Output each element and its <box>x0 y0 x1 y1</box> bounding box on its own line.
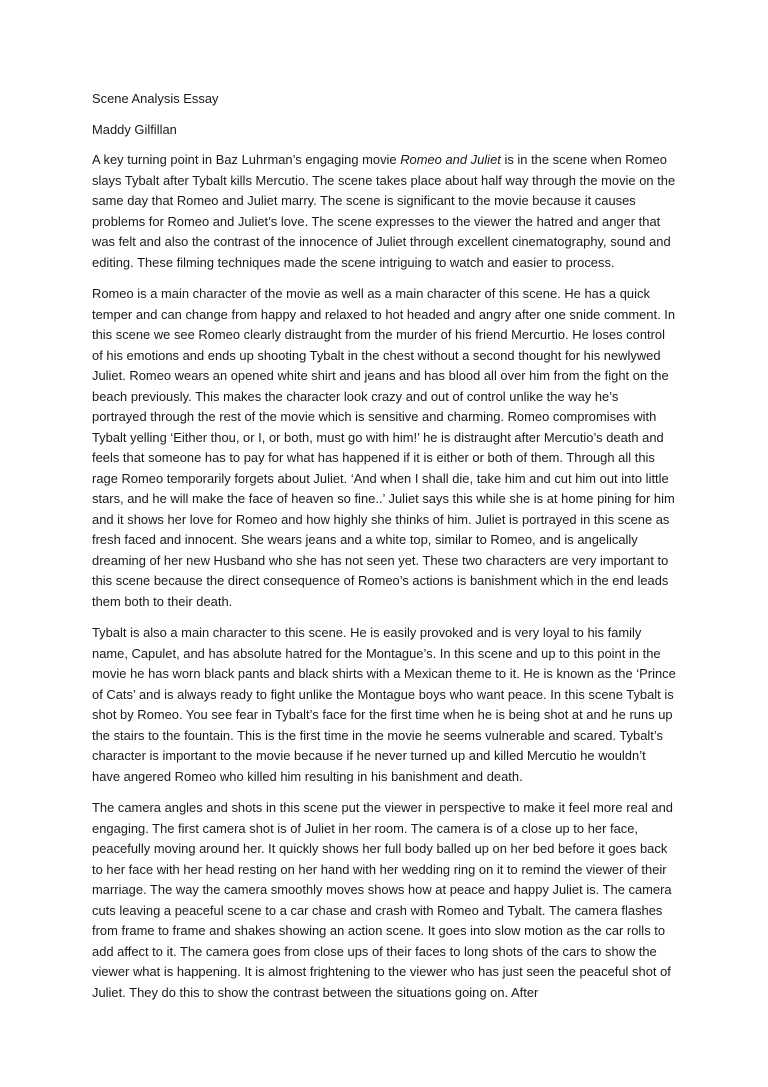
paragraph-romeo: Romeo is a main character of the movie as well as a main character of this scene. He has a quick temper and can change from happy and relaxed to hot headed and angry after one snide comment. In this scene we see Romeo clearly distraught from the murder of his friend Mercurtio. He loses control of his emotions and ends up shooting Tybalt in the chest without a second thought for his newlywed Juliet. Romeo wears an opened white shirt and jeans and has blood all over him from the fight on the beach previously. This makes the character look crazy and out of control unlike the way he’s portrayed through the rest of the movie which is sensitive and charming. Romeo compromises with Tybalt yelling ‘Either thou, or I, or both, must go with him!’ he is distraught after Mercutio’s death and feels that someone has to pay for what has happened if it is either or both of them. Through all this rage Romeo temporarily forgets about Juliet. ‘And when I shall die, take him and cut him out into little stars, and he will make the face of heaven so fine..’ Juliet says this while she is at home pining for him and it shows her love for Romeo and how highly she thinks of him. Juliet is portrayed in this scene as fresh faced and innocent. She wears jeans and a white top, similar to Romeo, and is angelically dreaming of her new Husband who she has not seen yet. These two characters are very important to this scene because the direct consequence of Romeo’s actions is banishment which in the end leads them both to their death. <box>92 286 676 609</box>
paragraph-intro <box>92 150 676 273</box>
movie-title-italic: Romeo and Juliet <box>400 152 501 167</box>
paragraph-tybalt: Tybalt is also a main character to this scene. He is easily provoked and is very loyal to his family name, Capulet, and has absolute hatred for the Montague’s. In this scene and up to this point in the movie he has worn black pants and black shirts with a Mexican theme to it. He is known as the ‘Prince of Cats’ and is always ready to fight unlike the Montague boys who want peace. In this scene Tybalt is shot by Romeo. You see fear in Tybalt’s face for the first time when he is being shot at and he runs up the stairs to the fountain. This is the first time in the movie he seems vulnerable and scared. Tybalt’s character is important to the movie because if he never turned up and killed Mercutio he wouldn’t have angered Romeo who killed him resulting in his banishment and death. <box>92 625 676 784</box>
author-name: Maddy Gilfillan <box>92 121 177 137</box>
paragraph-camera: The camera angles and shots in this scene put the viewer in perspective to make it feel more real and engaging. The first camera shot is of Juliet in her room. The camera is of a close up to her face, peacefully moving around her. It quickly shows her full body balled up on her bed before it goes back to her face with her head resting on her hand with her wedding ring on it to remind the viewer of their marriage. The way the camera smoothly moves shows how at peace and happy Juliet is. The camera cuts leaving a peaceful scene to a car chase and crash with Romeo and Tybalt. The camera flashes from frame to frame and shakes showing an action scene. It goes into slow motion as the car rolls to add affect to it. The camera goes from close ups of their faces to long shots of the cars to show the viewer what is happening. It is almost frightening to the viewer who has just seen the peaceful shot of Juliet. They do this to show the contrast between the situations going on. After <box>92 800 673 1000</box>
paragraph-intro-pre: A key turning point in Baz Luhrman’s engaging movie <box>92 152 401 167</box>
paragraph-intro-post: is in the scene when Romeo slays Tybalt after Tybalt kills Mercutio. The scene takes place about half way through the movie on the same day that Romeo and Juliet marry. The scene is significant to the movie because it causes problems for Romeo and Juliet’s love. The scene expresses to the viewer the hatred and anger that was felt and also the contrast of the innocence of Juliet through excellent cinematography, sound and editing. These filming techniques made the scene intriguing to watch and easier to process. <box>92 152 676 270</box>
essay-title: Scene Analysis Essay <box>92 91 219 106</box>
document-body <box>92 89 676 1014</box>
